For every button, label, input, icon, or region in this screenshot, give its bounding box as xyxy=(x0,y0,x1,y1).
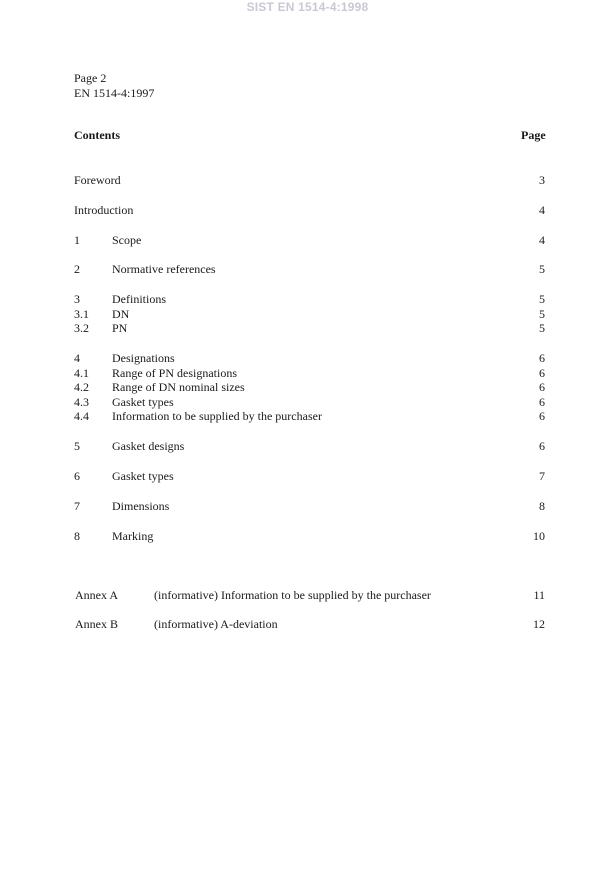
annex-entry-page: 11 xyxy=(533,588,545,602)
toc-entry-page: 5 xyxy=(539,321,545,335)
page-header xyxy=(74,71,154,101)
annex-entry xyxy=(0,617,615,632)
toc-entry xyxy=(0,529,615,544)
toc-entry-page: 6 xyxy=(539,380,545,394)
toc-entry-title: Information to be supplied by the purchaser xyxy=(112,409,322,423)
toc-entry-title: Gasket designs xyxy=(112,439,185,453)
toc-entry xyxy=(0,499,615,514)
annex-entry-title: (informative) Information to be supplied by the purchaser xyxy=(154,588,431,602)
page-column-heading: Page xyxy=(521,128,546,142)
toc-entry-page: 5 xyxy=(539,307,545,321)
toc-entry-number: 4.1 xyxy=(74,366,89,380)
toc-entry xyxy=(0,203,615,218)
toc-entry-number: 4.4 xyxy=(74,409,89,423)
toc-entry-title: Foreword xyxy=(74,173,121,187)
document-id: EN 1514-4:1997 xyxy=(74,86,155,100)
toc-entry-number: 7 xyxy=(74,499,80,513)
annex-entry-label: Annex A xyxy=(75,588,118,602)
toc-entry-title: Gasket types xyxy=(112,469,174,483)
toc-entry-page: 3 xyxy=(539,173,545,187)
watermark: SIST EN 1514-4:1998 xyxy=(246,0,369,14)
toc-entry-number: 6 xyxy=(74,469,80,483)
annex-entry xyxy=(0,588,615,603)
toc-entry-number: 3 xyxy=(74,292,80,306)
toc-entry-number: 4.2 xyxy=(74,380,89,394)
toc-entry-title: Range of PN designations xyxy=(112,366,237,380)
contents-heading: Contents xyxy=(74,128,121,142)
toc-entry-number: 8 xyxy=(74,529,80,543)
toc-entry xyxy=(0,439,615,454)
toc-entry-title: Definitions xyxy=(112,292,166,306)
toc-entry-page: 6 xyxy=(539,395,545,409)
toc-entry xyxy=(0,366,615,381)
toc-entry-page: 4 xyxy=(539,203,545,217)
toc-entry-number: 2 xyxy=(74,262,80,276)
toc-entry xyxy=(0,380,615,395)
toc-entry-page: 8 xyxy=(539,499,545,513)
toc-entry xyxy=(0,307,615,322)
toc-entry-title: PN xyxy=(112,321,128,335)
toc-entry-page: 10 xyxy=(533,529,545,543)
annex-entry-page: 12 xyxy=(533,617,545,631)
toc-entry-number: 4.3 xyxy=(74,395,89,409)
toc-entry-number: 5 xyxy=(74,439,80,453)
toc-entry-page: 6 xyxy=(539,409,545,423)
toc-entry xyxy=(0,292,615,307)
toc-entry-page: 4 xyxy=(539,233,545,247)
annex-entry-label: Annex B xyxy=(75,617,118,631)
toc-entry-title: Normative references xyxy=(112,262,216,276)
toc-entry xyxy=(0,233,615,248)
toc-entry xyxy=(0,469,615,484)
annex-entry-title: (informative) A-deviation xyxy=(154,617,278,631)
toc-entry-title: Designations xyxy=(112,351,175,365)
toc-entry xyxy=(0,395,615,410)
toc-entry-title: Gasket types xyxy=(112,395,174,409)
toc-entry xyxy=(0,409,615,424)
toc-entry-title: Dimensions xyxy=(112,499,170,513)
toc-entry xyxy=(0,351,615,366)
toc-entry xyxy=(0,173,615,188)
toc-entry xyxy=(0,321,615,336)
toc-entry-title: Scope xyxy=(112,233,142,247)
toc-entry xyxy=(0,262,615,277)
toc-entry-page: 6 xyxy=(539,351,545,365)
toc-entry-title: Range of DN nominal sizes xyxy=(112,380,245,394)
toc-entry-title: DN xyxy=(112,307,130,321)
toc-entry-number: 3.2 xyxy=(74,321,89,335)
toc-entry-page: 7 xyxy=(539,469,545,483)
toc-entry-page: 5 xyxy=(539,292,545,306)
toc-entry-page: 6 xyxy=(539,366,545,380)
toc-entry-number: 3.1 xyxy=(74,307,89,321)
toc-entry-page: 5 xyxy=(539,262,545,276)
toc-entry-title: Introduction xyxy=(74,203,134,217)
toc-entry-number: 1 xyxy=(74,233,80,247)
toc-entry-page: 6 xyxy=(539,439,545,453)
page-number: Page 2 xyxy=(74,71,107,85)
toc-entry-title: Marking xyxy=(112,529,154,543)
toc-entry-number: 4 xyxy=(74,351,80,365)
